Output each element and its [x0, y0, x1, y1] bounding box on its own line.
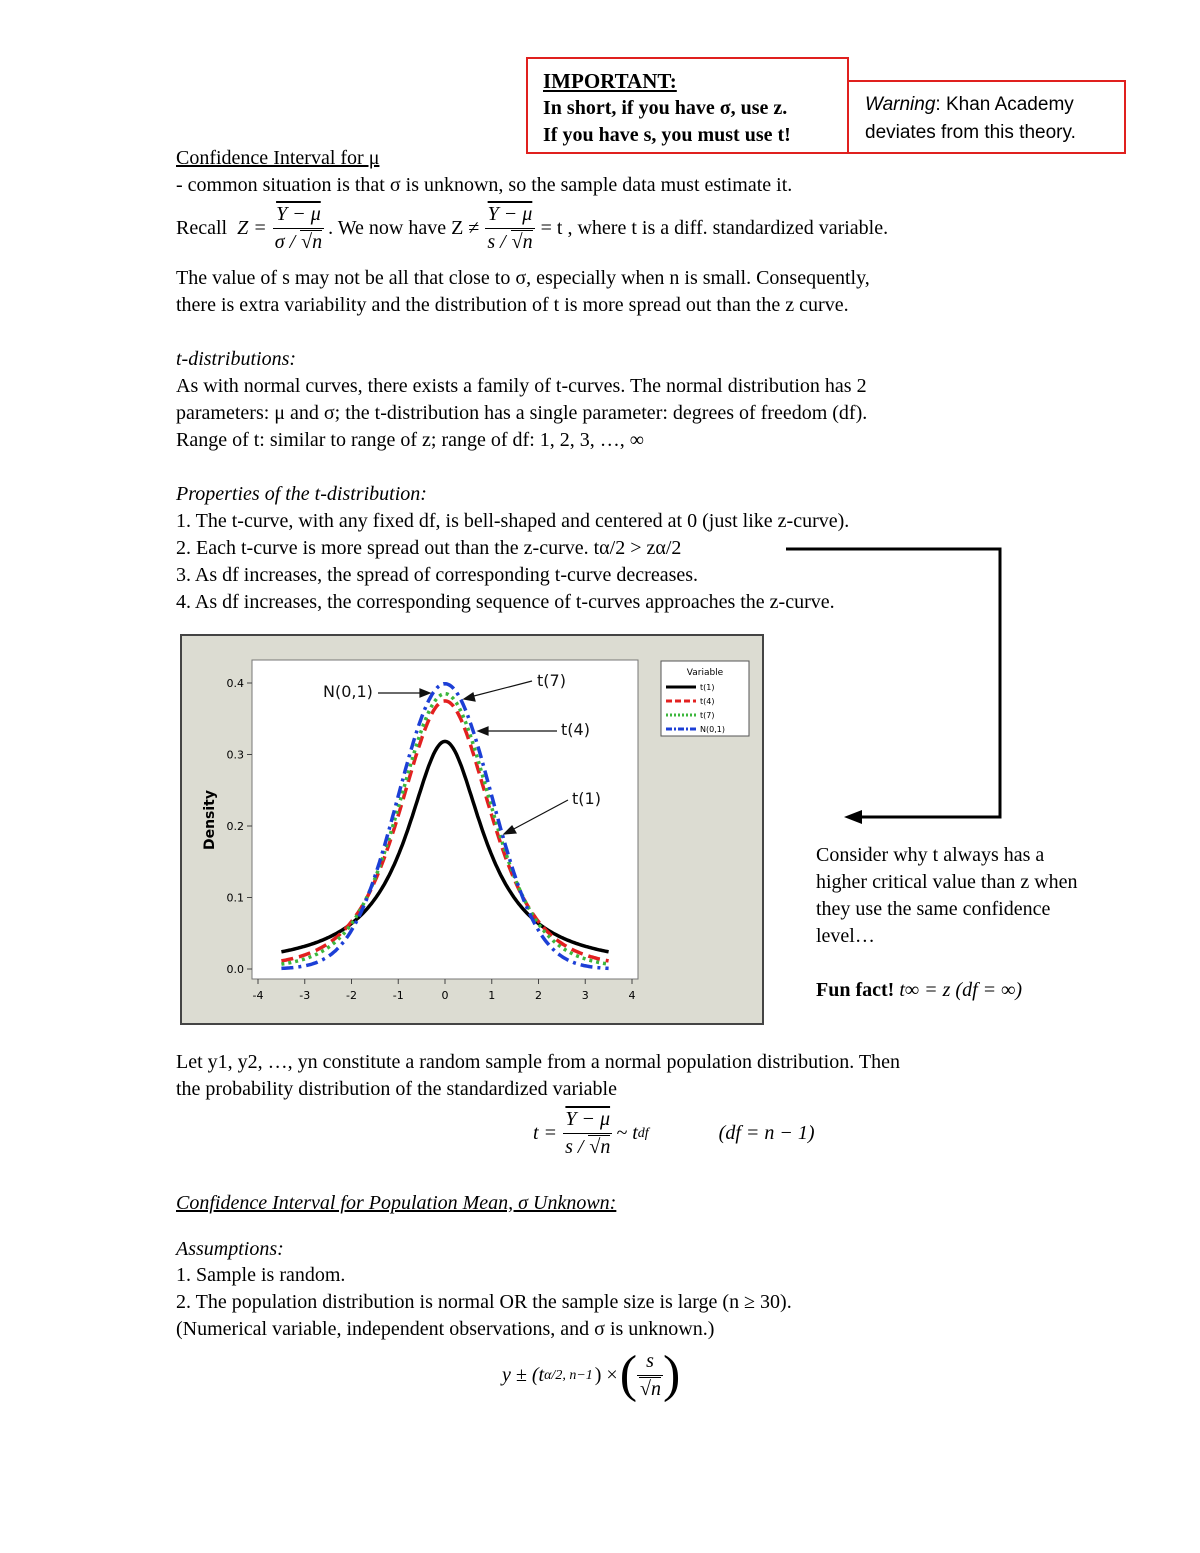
- t-lhs: t =: [533, 1121, 558, 1144]
- connector-arrow: [780, 540, 1010, 830]
- x-tick-label: 2: [535, 989, 542, 1002]
- property-1: 1. The t-curve, with any fixed df, is bell-shaped and centered at 0 (just like z-curve).: [176, 510, 850, 532]
- t-sqrt-n: n: [522, 230, 533, 253]
- ci-para-1: The value of s may not be all that close to σ, especially when n is small. Consequently,: [176, 267, 870, 289]
- legend-label: t(1): [700, 683, 715, 692]
- side-note-line-1: Consider why t always has a: [816, 844, 1045, 866]
- ci-para-2: there is extra variability and the distribution of t is more spread out than the z curve.: [176, 294, 849, 316]
- ci-line-1: - common situation is that σ is unknown, so the sample data must estimate it.: [176, 174, 793, 196]
- tdist-heading: t-distributions:: [176, 348, 297, 370]
- warning-line-2: deviates from this theory.: [865, 122, 1076, 143]
- important-box: [526, 57, 849, 154]
- dist-symbol: ~ t: [616, 1121, 638, 1144]
- x-tick-label: -1: [392, 989, 404, 1002]
- property-4: 4. As df increases, the corresponding sequence of t-curves approaches the z-curve.: [176, 591, 835, 613]
- annot-t1: t(1): [572, 789, 601, 808]
- x-tick-label: -4: [252, 989, 264, 1002]
- z-fraction: $\frac{Y - \mu}{\sigma / √n}$: [273, 201, 324, 256]
- dist-sub: df: [637, 1125, 649, 1141]
- equals-t: = t , where t is a diff. standardized variable.: [540, 216, 889, 239]
- annot-normal: N(0,1): [323, 682, 373, 701]
- side-note: [816, 842, 1078, 1004]
- legend-title: Variable: [686, 668, 724, 678]
- important-title: IMPORTANT:: [543, 69, 677, 93]
- side-note-line-2: higher critical value than z when: [816, 871, 1078, 893]
- important-line-1: In short, if you have σ, use z.: [543, 97, 788, 119]
- formula-lhs: y ± (t: [502, 1363, 545, 1386]
- assumption-3: (Numerical variable, independent observations, and σ is unknown.): [176, 1318, 715, 1340]
- z-lhs: Z =: [237, 216, 267, 239]
- z-denominator: σ /: [274, 230, 296, 253]
- t-fraction: $\frac{Y - \mu}{s / √n}$: [485, 201, 534, 256]
- properties-heading: Properties of the t-distribution:: [176, 483, 427, 505]
- tdist-line-3: Range of t: similar to range of z; range of df: 1, 2, 3, …, ∞: [176, 429, 645, 451]
- recall-word: Recall: [176, 216, 228, 239]
- tstat-denominator: s /: [565, 1135, 584, 1158]
- formula-sub: α/2, n−1: [544, 1367, 593, 1383]
- assumption-2: 2. The population distribution is normal OR the sample size is large (n ≥ 30).: [176, 1291, 792, 1313]
- tstat-numerator: Y − μ: [565, 1107, 611, 1130]
- let-line-2: the probability distribution of the standardized variable: [176, 1078, 617, 1100]
- t-distribution-chart: [180, 634, 764, 1025]
- let-line-1: Let y1, y2, …, yn constitute a random sample from a normal population distribution. Then: [176, 1051, 900, 1073]
- warning-label: Warning: [865, 94, 936, 115]
- x-tick-label: 1: [488, 989, 496, 1002]
- warning-line-1: : Khan Academy: [935, 94, 1074, 115]
- ci-unknown-heading: Confidence Interval for Population Mean, σ Unknown:: [176, 1192, 617, 1214]
- legend-label: t(7): [700, 711, 715, 720]
- important-line-2: If you have s, you must use t!: [543, 124, 791, 146]
- tdist-line-1: As with normal curves, there exists a family of t-curves. The normal distribution has 2: [176, 375, 867, 397]
- formula-times: ) ×: [594, 1363, 618, 1386]
- tdist-line-2: parameters: μ and σ; the t-distribution has a single parameter: degrees of freedom (df).: [176, 402, 868, 424]
- formula-num: s: [646, 1349, 654, 1372]
- property-3: 3. As df increases, the spread of corresponding t-curve decreases.: [176, 564, 699, 586]
- annot-t4: t(4): [561, 720, 590, 739]
- y-tick-label: 0.2: [226, 820, 244, 833]
- assumptions-heading: Assumptions:: [176, 1238, 284, 1260]
- ci-formula: y ± (t α/2, n−1 ) × ( $\frac{s}{√n}$ ): [502, 1346, 681, 1403]
- fun-fact-label: Fun fact!: [816, 979, 895, 1001]
- x-tick-label: 3: [581, 989, 589, 1002]
- t-denominator: s /: [487, 230, 506, 253]
- z-numerator: Y − μ: [276, 202, 321, 225]
- legend-label: t(4): [700, 697, 715, 706]
- fun-fact-text: t∞ = z (df = ∞): [899, 979, 1023, 1001]
- warning-box: [847, 80, 1126, 154]
- assumption-1: 1. Sample is random.: [176, 1264, 346, 1286]
- y-tick-label: 0.0: [226, 963, 244, 976]
- recall-equation: [176, 197, 888, 259]
- y-tick-label: 0.4: [226, 677, 244, 690]
- tstat-sqrt-n: n: [600, 1135, 611, 1158]
- property-2: 2. Each t-curve is more spread out than the z-curve. tα/2 > zα/2: [176, 537, 682, 559]
- y-axis-label: Density: [202, 789, 218, 851]
- t-statistic-equation: t = $\frac{Y - \mu}{s / √n}$ ~ t df (df = n − 1): [533, 1102, 815, 1164]
- x-tick-label: -3: [299, 989, 311, 1002]
- annot-t7: t(7): [537, 671, 566, 690]
- z-sqrt-n: n: [312, 230, 323, 253]
- plot-area: [252, 660, 638, 979]
- legend-label: N(0,1): [700, 725, 725, 734]
- x-tick-label: -2: [346, 989, 357, 1002]
- y-tick-label: 0.3: [226, 748, 244, 762]
- y-tick-label: 0.1: [226, 891, 244, 905]
- df-eq: (df = n − 1): [718, 1121, 815, 1144]
- ci-heading: Confidence Interval for μ: [176, 147, 380, 169]
- chart-legend: [661, 661, 749, 736]
- x-tick-label: 0: [441, 989, 449, 1002]
- side-note-line-3: they use the same confidence: [816, 898, 1051, 920]
- formula-den: n: [651, 1377, 662, 1400]
- we-now-have: . We now have Z ≠: [328, 216, 480, 239]
- x-tick-label: 4: [628, 989, 636, 1002]
- t-numerator: Y − μ: [487, 202, 533, 225]
- side-note-line-4: level…: [816, 925, 875, 947]
